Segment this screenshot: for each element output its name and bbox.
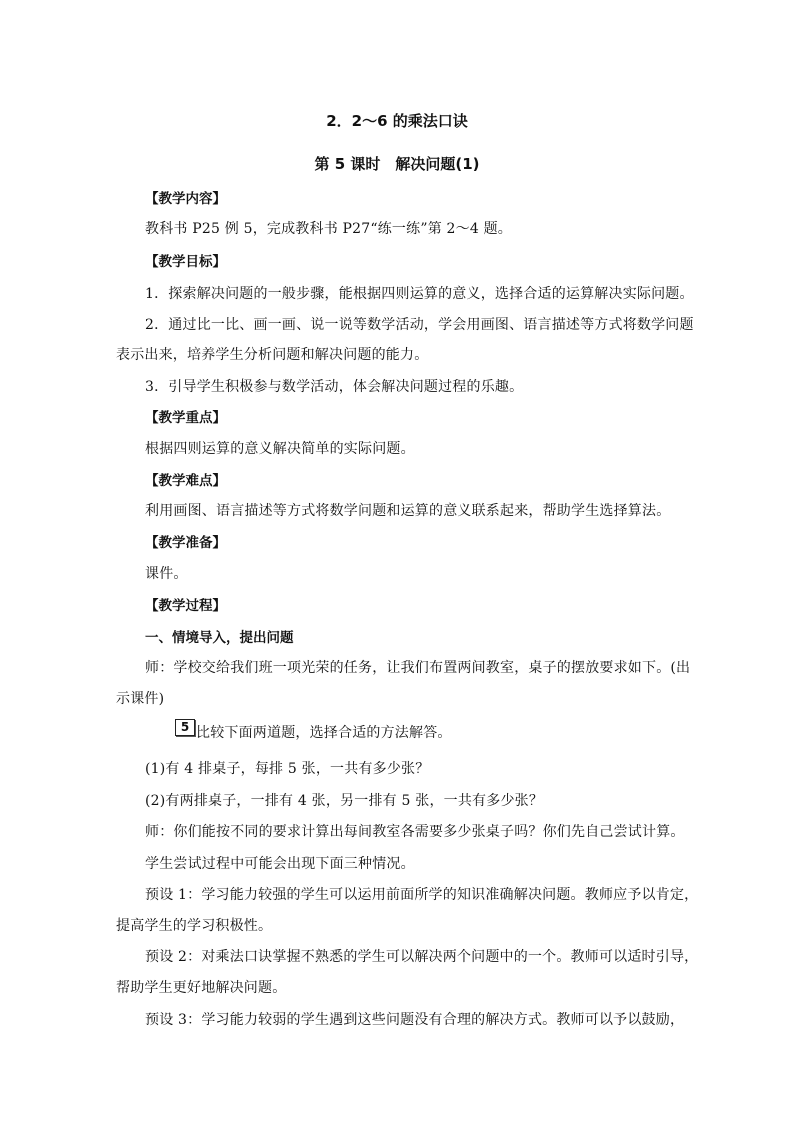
students-attempt-text: 学生尝试过程中可能会出现下面三种情况。	[145, 856, 415, 872]
goal-2-line-1: 2．通过比一比、画一画、说一说等数学活动，学会用画图、语言描述等方式将数学问题	[145, 317, 694, 333]
step-1-heading: 一、情境导入，提出问题	[145, 630, 294, 646]
teacher-speech-1-line-2: 示课件)	[116, 691, 165, 707]
prep-text: 课件。	[145, 566, 188, 582]
lesson-subtitle: 第 5 课时 解决问题(1)	[314, 155, 480, 173]
section-heading-difficulty: 【教学难点】	[145, 473, 226, 489]
case-1-line-2: 提高学生的学习积极性。	[116, 918, 273, 934]
question-1: (1)有 4 排桌子，每排 5 张，一共有多少张？	[145, 761, 430, 777]
example-instruction: 比较下面两道题，选择合适的方法解答。	[196, 725, 452, 741]
content-text: 教科书 P25 例 5，完成教科书 P27“练一练”第 2～4 题。	[145, 221, 513, 237]
difficulty-text: 利用画图、语言描述等方式将数学问题和运算的意义联系起来，帮助学生选择算法。	[145, 503, 671, 519]
case-1-line-1: 预设 1：学习能力较强的学生可以运用前面所学的知识准确解决问题。教师应予以肯定，	[145, 887, 699, 903]
section-heading-prep: 【教学准备】	[145, 535, 226, 551]
section-heading-goals: 【教学目标】	[145, 254, 226, 270]
case-2-line-2: 帮助学生更好地解决问题。	[116, 980, 287, 996]
case-2-line-1: 预设 2：对乘法口诀掌握不熟悉的学生可以解决两个问题中的一个。教师可以适时引导，	[145, 949, 699, 965]
teacher-speech-1-line-1: 师：学校交给我们班一项光荣的任务，让我们布置两间教室，桌子的摆放要求如下。(出	[145, 660, 691, 676]
goal-1: 1．探索解决问题的一般步骤，能根据四则运算的意义，选择合适的运算解决实际问题。	[145, 286, 694, 302]
example-number-box: 5	[175, 719, 195, 736]
key-text: 根据四则运算的意义解决简单的实际问题。	[145, 441, 415, 457]
document-title: 2．2～6 的乘法口诀	[326, 112, 468, 130]
teacher-speech-2: 师：你们能按不同的要求计算出每间教室各需要多少张桌子吗？你们先自己尝试计算。	[145, 824, 685, 840]
question-2: (2)有两排桌子，一排有 4 张，另一排有 5 张，一共有多少张？	[145, 793, 544, 809]
section-heading-process: 【教学过程】	[145, 598, 226, 614]
case-3-line-1: 预设 3：学习能力较弱的学生遇到这些问题没有合理的解决方式。教师可以予以鼓励，	[145, 1012, 685, 1028]
section-heading-content: 【教学内容】	[145, 191, 226, 207]
goal-2-line-2: 表示出来，培养学生分析问题和解决问题的能力。	[116, 347, 429, 363]
section-heading-key: 【教学重点】	[145, 410, 226, 426]
goal-3: 3．引导学生积极参与数学活动，体会解决问题过程的乐趣。	[145, 379, 524, 395]
